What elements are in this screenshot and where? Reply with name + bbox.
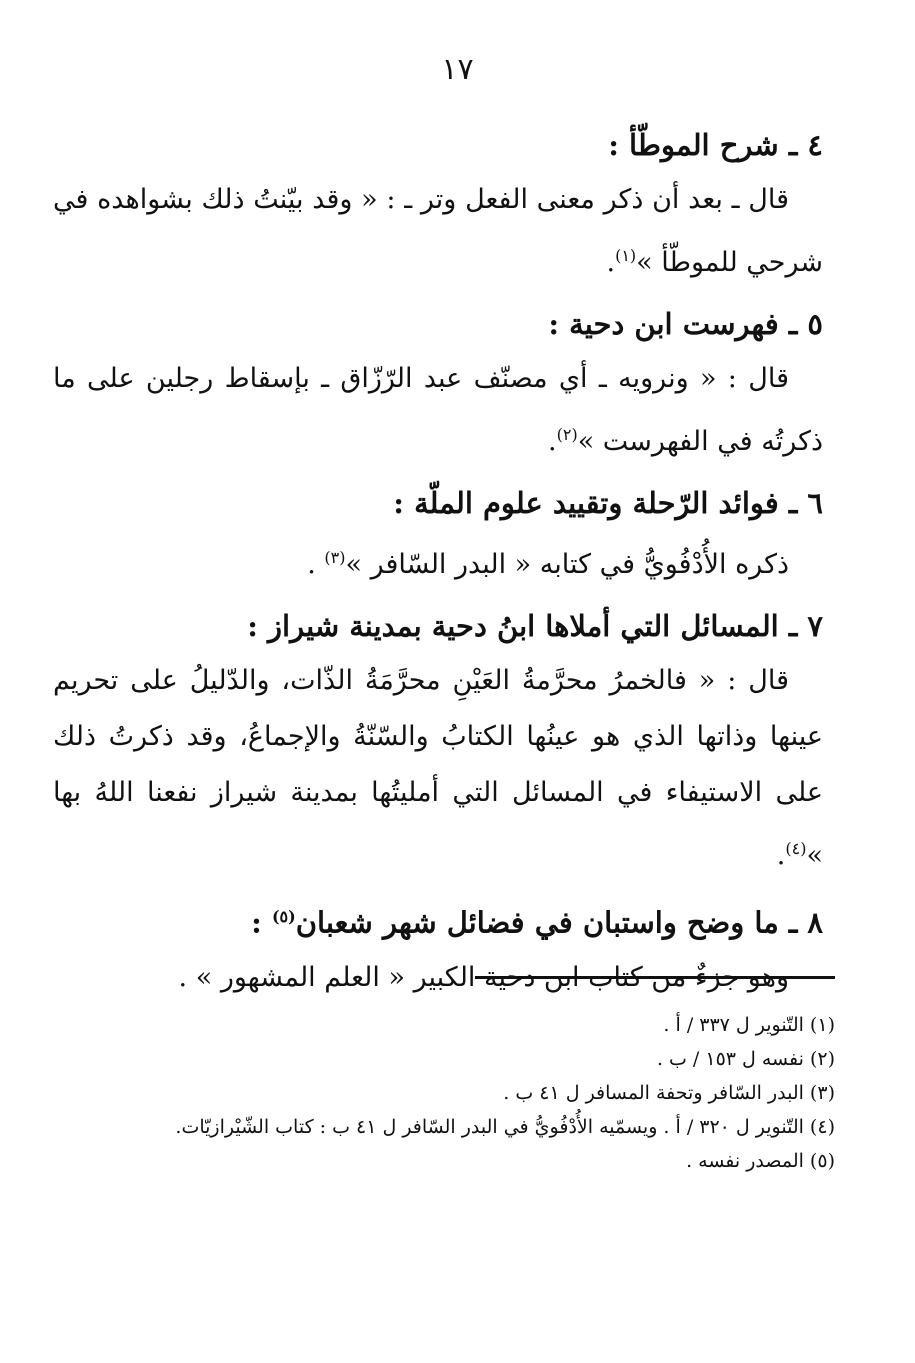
section-heading: ٧ ـ المسائل التي أملاها ابنُ دحية بمدينة شيراز : bbox=[247, 609, 823, 643]
footnote-item: (٤) التّنوير ل ٣٢٠ / أ . ويسمّيه الأُدْفُويُّ في البدر السّافر ل ٤١ ب : كتاب الشّيْرازيّات. bbox=[175, 1116, 835, 1138]
footnote-item: (٥) المصدر نفسه . bbox=[686, 1150, 835, 1172]
heading-tail: : bbox=[251, 905, 272, 940]
paragraph-text: قال : « فالخمرُ محرَّمةُ العَيْنِ محرَّمَةُ الذّات، والدّليلُ على تحريم عينها وذاتها الذي هو عينُها الكتابُ والسّنّةُ والإجماعُ، وقد ذكرتُ ذلك على الاستيفاء في المسائل التي أمليتُها بمدينة شيراز نفعنا اللهُ بها » bbox=[53, 665, 823, 871]
paragraph-text: ذكره الأُدْفُويُّ في كتابه « البدر السّافر » bbox=[345, 549, 789, 580]
paragraph-tail: . bbox=[776, 840, 786, 871]
footnotes bbox=[55, 1008, 835, 1178]
footnote-reference[interactable]: (٣) bbox=[324, 548, 346, 567]
section-sharh-al-muwatta bbox=[53, 118, 823, 291]
paragraph-text: وهو جزءٌ من كتاب ابن دحية الكبير « العلم المشهور » . bbox=[178, 961, 789, 993]
paragraph-text: قال ـ بعد أن ذكر معنى الفعل وتر ـ : « وقد بيّنتُ ذلك بشواهده في شرحي للموطّأ » bbox=[53, 184, 823, 278]
main-text bbox=[53, 118, 823, 1012]
footnote-reference[interactable]: (٥) bbox=[271, 907, 296, 926]
footnote-reference[interactable]: (٢) bbox=[556, 425, 578, 444]
heading-text: ٨ ـ ما وضح واستبان في فضائل شهر شعبان bbox=[295, 905, 823, 940]
footnote-item: (٢) نفسه ل ١٥٣ / ب . bbox=[656, 1048, 835, 1070]
section-fihrist bbox=[53, 297, 823, 470]
footnote-reference[interactable]: (١) bbox=[615, 246, 637, 265]
section-heading: ٤ ـ شرح الموطّأ : bbox=[608, 128, 823, 162]
section-heading: ٦ ـ فوائد الرّحلة وتقييد علوم الملّة : bbox=[393, 486, 823, 520]
page-number: ١٧ bbox=[441, 52, 474, 87]
paragraph-tail: . bbox=[307, 549, 325, 580]
section-paragraph bbox=[53, 530, 823, 593]
section-heading bbox=[53, 890, 823, 950]
section-heading: ٥ ـ فهرست ابن دحية : bbox=[548, 307, 823, 341]
paragraph-text: قال : « ونرويه ـ أي مصنّف عبد الرّزّاق ـ بإسقاط رجلين على ما ذكرتُه في الفهرست » bbox=[53, 363, 823, 457]
section-fawaid-al-rihla bbox=[53, 476, 823, 593]
footnote-reference[interactable]: (٤) bbox=[785, 839, 807, 858]
section-al-masail-shiraz bbox=[53, 599, 823, 884]
footnote-item: (١) التّنوير ل ٣٣٧ / أ . bbox=[663, 1014, 835, 1036]
section-paragraph bbox=[53, 172, 823, 291]
footnote-item: (٣) البدر السّافر وتحفة المسافر ل ٤١ ب . bbox=[503, 1082, 835, 1104]
footnote-separator bbox=[475, 976, 835, 979]
paragraph-tail: . bbox=[606, 247, 616, 278]
paragraph-tail: . bbox=[548, 426, 557, 457]
section-fadail-shaban bbox=[53, 890, 823, 1006]
section-paragraph bbox=[53, 351, 823, 470]
section-paragraph bbox=[53, 653, 823, 884]
